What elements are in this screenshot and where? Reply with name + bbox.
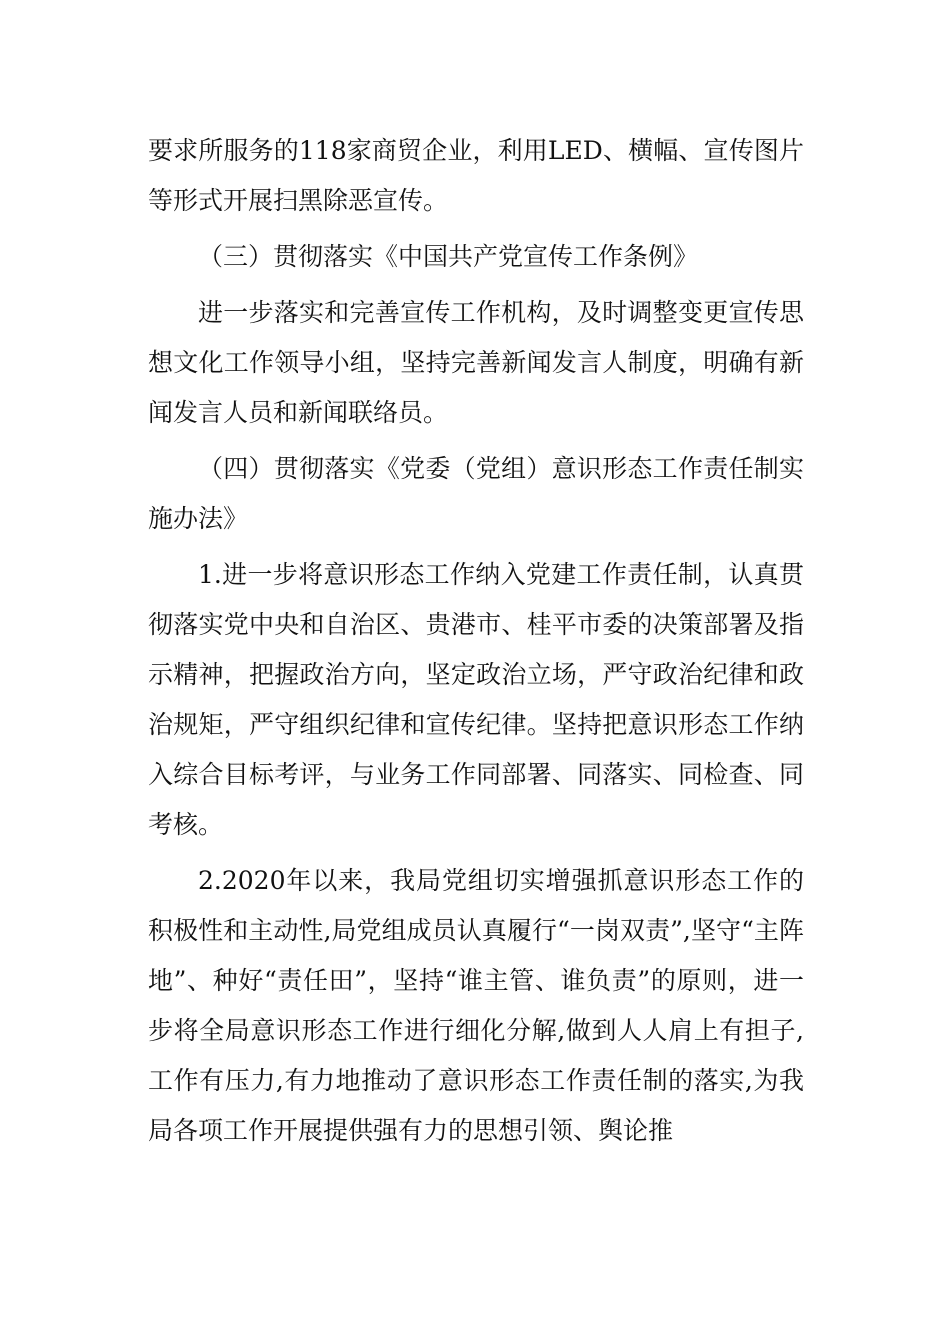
paragraph-item-2: 2.2020年以来，我局党组切实增强抓意识形态工作的积极性和主动性,局党组成员认真履行“一岗双责”,坚守“主阵地”、种好“责任田”，坚持“谁主管、谁负责”的原则，进一步将全局意识形态工作进行细化分解,做到人人肩上有担子,工作有压力,有力地推动了意识形态工作责任制的落实,为我局各项工作开展提供强有力的思想引领、舆论推 [148,866,804,1145]
section-heading-3: （三）贯彻落实《中国共产党宣传工作条例》 [198,242,699,271]
paragraph-item-1: 1.进一步将意识形态工作纳入党建工作责任制，认真贯彻落实党中央和自治区、贵港市、桂平市委的决策部署及指示精神，把握政治方向，坚定政治立场，严守政治纪律和政治规矩，严守组织纪律和宣传纪律。坚持把意识形态工作纳入综合目标考评，与业务工作同部署、同落实、同检查、同考核。 [148,560,804,839]
paragraph-propaganda-organization: 进一步落实和完善宣传工作机构，及时调整变更宣传思想文化工作领导小组，坚持完善新闻发言人制度，明确有新闻发言人员和新闻联络员。 [148,298,804,427]
section-heading-4: （四）贯彻落实《党委（党组）意识形态工作责任制实施办法》 [148,454,804,533]
paragraph-continued-text: 要求所服务的118家商贸企业，利用LED、横幅、宣传图片等形式开展扫黑除恶宣传。 [148,136,804,215]
document-body [148,126,804,1162]
